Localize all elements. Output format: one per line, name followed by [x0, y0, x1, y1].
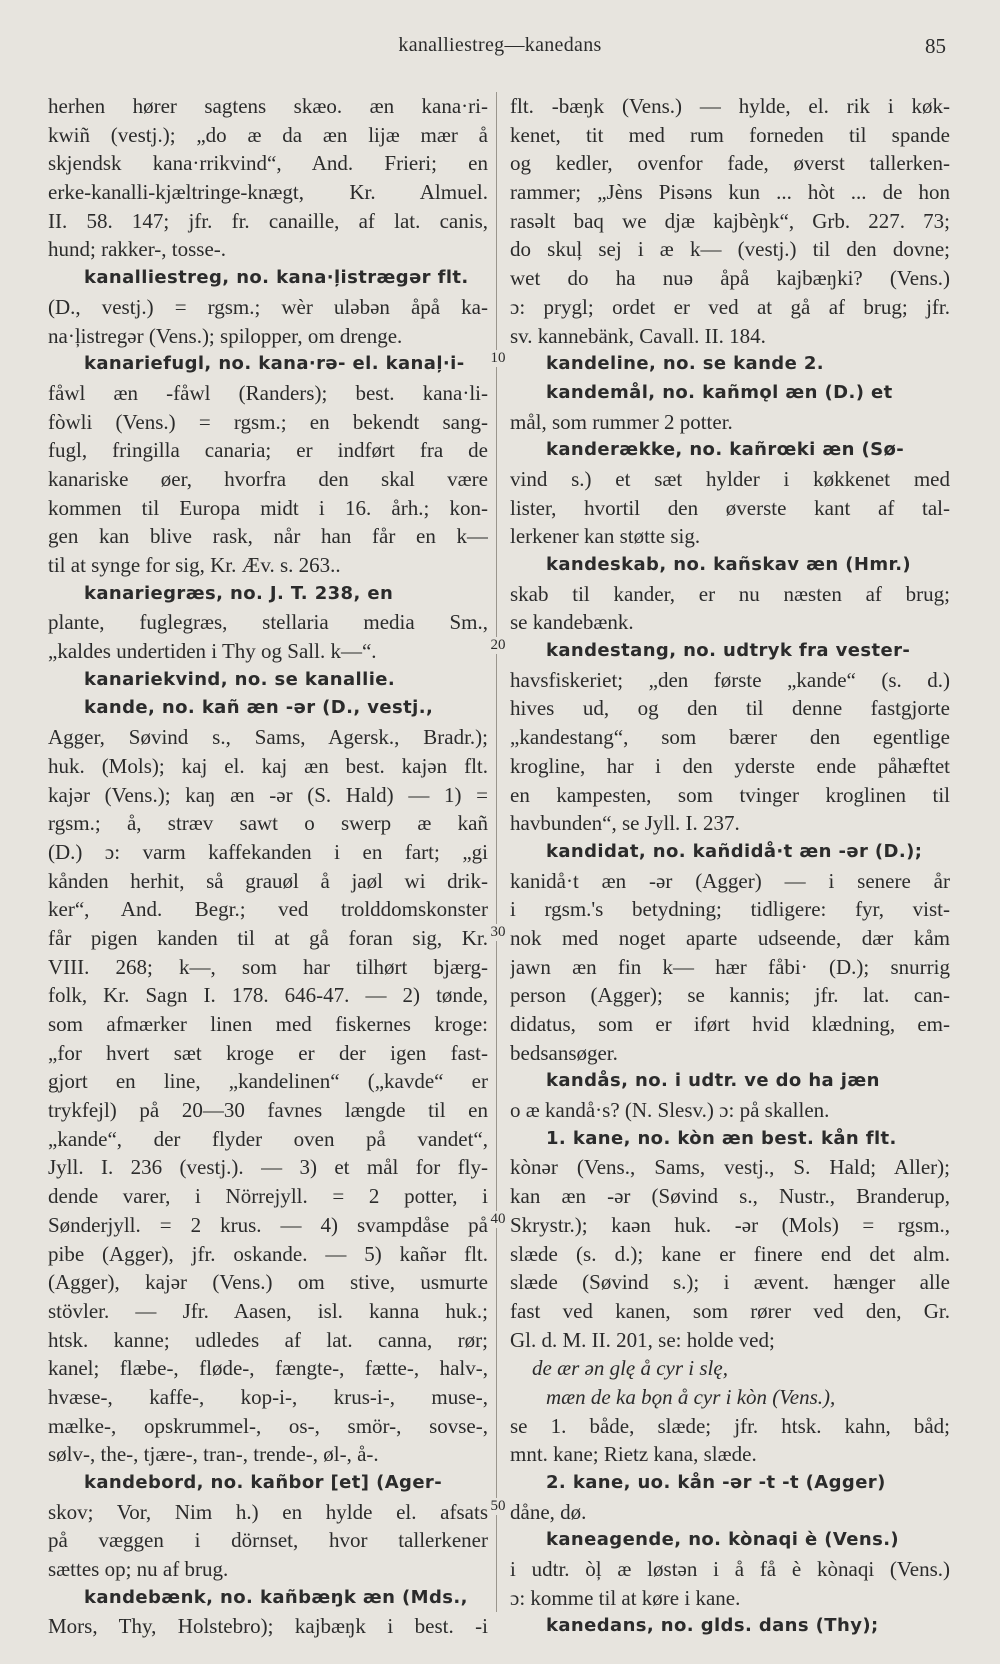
column-divider [496, 92, 497, 1612]
entry-headword-line: kanariegræs, no. J. T. 238, en [84, 582, 394, 604]
text-line: hund; rakker-, tosse-. [48, 237, 227, 262]
text-line: dåne, dø. [510, 1499, 587, 1524]
text-line: fòwli (Vens.) = rgsm.; en bekendt sang- [48, 409, 488, 434]
text-line: havsfiskeriet; „den første „kande“ (s. d.) [510, 667, 950, 692]
entry-headword-line: kandebord, no. kañbor [et] (Ager- [84, 1472, 443, 1493]
text-line: Gl. d. M. II. 201, se: holde ved; [510, 1327, 775, 1352]
text-line: skjendsk kana·rrikvind“, And. Frieri; en [48, 151, 488, 176]
text-line: htsk. kanne; udledes af lat. canna, rør; [48, 1327, 488, 1352]
text-line: kommen til Europa midt i 16. årh.; kon- [48, 495, 488, 520]
line-number: 20 [488, 637, 508, 654]
text-line: „kande“, der flyder oven på vandet“, [48, 1126, 488, 1151]
text-line: Skrystr.); kaən huk. -ər (Mols) = rgsm., [510, 1212, 950, 1237]
text-line: ker“, And. Begr.; ved trolddomskonster [48, 897, 488, 922]
text-line: erke-kanalli-kjæltringe-knægt, Kr. Almuel. [48, 180, 488, 205]
text-line: kajər (Vens.); kaŋ æn -ər (S. Hald) — 1) = [48, 782, 488, 807]
text-line: får pigen kanden til at gå foran sig, Kr. [48, 925, 488, 950]
text-line: do skuļ sej i æ k— (vestj.) til den dovne; [510, 237, 950, 262]
text-line: gen kan blive rask, når han får en k— [48, 524, 488, 549]
text-line: mnt. kane; Rietz kana, slæde. [510, 1442, 757, 1467]
line-number: 10 [488, 350, 508, 367]
text-line: Jyll. I. 236 (vestj.). — 3) et mål for fly- [48, 1155, 488, 1180]
text-line: trykfejl) på 20—30 favnes længde til en [48, 1098, 488, 1123]
entry-headword-line: kandebænk, no. kañbæŋk æn (Mds., [84, 1586, 468, 1608]
text-line: kwiñ (vestj.); „do æ da æn lijæ mær å [48, 122, 488, 147]
text-line: o æ kandå·s? (N. Slesv.) ɔ: på skallen. [510, 1098, 830, 1123]
running-head: kanalliestreg—kanedans [398, 34, 602, 56]
entry-headword-line: kandås, no. i udtr. ve do ha jæn [546, 1070, 880, 1092]
text-line: pibe (Agger), jfr. oskande. — 5) kañər flt. [48, 1241, 488, 1266]
text-line: „kandestang“, som bærer den egentlige [510, 725, 950, 750]
entry-headword-line: kanalliestreg, no. kana·ļistrægər flt. [84, 267, 469, 289]
entry-headword-line: kaneagende, no. kònaqi è (Vens.) [546, 1529, 900, 1551]
text-line: lister, hvortil den øverste kant af tal- [510, 495, 950, 520]
text-line: didatus, som er iført hvid klædning, em- [510, 1012, 950, 1036]
text-line: skov; Vor, Nim h.) en hylde el. afsats [48, 1499, 488, 1524]
text-line: „kaldes undertiden i Thy og Sall. k—“. [48, 639, 377, 664]
text-line: en kampesten, som tvinger kroglinen til [510, 782, 950, 807]
text-line: mål, som rummer 2 potter. [510, 409, 733, 434]
verse-line: mæn de ka bǫn å cyr i kòn (Vens.), [546, 1384, 836, 1409]
text-line: fugl, fringilla canaria; er indført fra de [48, 438, 488, 463]
text-line: vind s.) et sæt hylder i køkkenet med [510, 466, 950, 491]
line-number: 40 [488, 1211, 508, 1228]
page-number: 85 [925, 34, 946, 58]
text-line: som afmærker linen med fiskernes kroge: [48, 1012, 488, 1036]
text-line: kånden herhit, så grauøl å jaøl wi drik- [48, 868, 488, 893]
text-line: person (Agger); se kannis; jfr. lat. can- [510, 983, 950, 1008]
text-line: folk, Kr. Sagn I. 178. 646-47. — 2) tønde, [48, 983, 488, 1008]
entry-headword-line: kandestang, no. udtryk fra vester- [546, 640, 911, 662]
text-line: stövler. — Jfr. Aasen, isl. kanna huk.; [48, 1298, 488, 1323]
text-line: i udtr. òļ æ løstən i å få è kònaqi (Vens.) [510, 1557, 950, 1582]
text-line: bedsansøger. [510, 1040, 618, 1065]
text-line: rgsm.; å, stræv sawt o swerp æ kañ [48, 811, 488, 836]
text-line: kònər (Vens., Sams, vestj., S. Hald; Aller); [510, 1155, 950, 1180]
text-line: na·ļistregər (Vens.); spilopper, om drenge. [48, 323, 403, 348]
text-line: jawn æn fin k— hær fåbi· (D.); snurrig [510, 954, 950, 979]
entry-headword-line: kandeline, no. se kande 2. [546, 353, 825, 375]
text-line: hives ud, og den til denne fastgjorte [510, 696, 950, 721]
text-line: i rgsm.'s betydning; tidligere: fyr, vist- [510, 897, 950, 922]
text-line: sv. kannebänk, Cavall. II. 184. [510, 323, 766, 348]
text-line: og kedler, ovenfor fade, øverst tallerken- [510, 151, 950, 176]
text-line: plante, fuglegræs, stellaria media Sm., [48, 610, 488, 635]
text-line: lerkener kan støtte sig. [510, 524, 701, 549]
text-line: „for hvert sæt kroge er der igen fast- [48, 1040, 488, 1065]
entry-headword-line: kanariekvind, no. se kanallie. [84, 668, 396, 690]
text-line: Mors, Thy, Holstebro); kajbæŋk i best. -i [48, 1614, 488, 1639]
entry-headword-line: kandidat, no. kañdidå·t æn -ər (D.); [546, 840, 923, 862]
text-line: kanidå·t æn -ər (Agger) — i senere år [510, 868, 950, 893]
text-line: skab til kander, er nu næsten af brug; [510, 581, 950, 606]
text-line: fåwl æn -fåwl (Randers); best. kana·li- [48, 380, 488, 405]
text-line: kenet, tit med rum forneden til spande [510, 122, 950, 147]
text-line: slæde (Søvind s.); i ævent. hænger alle [510, 1270, 950, 1295]
text-line: se 1. både, slæde; jfr. htsk. kahn, båd; [510, 1413, 950, 1438]
line-number: 50 [488, 1498, 508, 1515]
text-line: rasəlt baq we djæ kajbèŋk“, Grb. 227. 73; [510, 208, 950, 233]
text-line: kan æn -ər (Søvind s., Nustr., Branderup, [510, 1184, 950, 1209]
text-line: (D.) ɔ: varm kaffekanden i en fart; „gi [48, 839, 488, 864]
verse-line: de ær ən glę å cyr i slę, [532, 1356, 728, 1381]
text-line: rammer; „Jèns Pisəns kun ... hòt ... de hon [510, 180, 950, 205]
text-line: ɔ: komme til at køre i kane. [510, 1585, 741, 1610]
text-line: slæde (s. d.); kane er finere end det alm. [510, 1241, 950, 1266]
text-line: hvæse-, kaffe-, kop-i-, krus-i-, muse-, [48, 1384, 488, 1409]
text-line: Sønderjyll. = 2 krus. — 4) svampdåse på [48, 1212, 488, 1237]
left-column [48, 92, 488, 1641]
text-line: kanariske øer, hvorfra den skal være [48, 466, 488, 491]
text-line: huk. (Mols); kaj el. kaj æn best. kajən flt. [48, 753, 488, 778]
right-column [510, 92, 950, 1641]
entry-headword-line: 1. kane, no. kòn æn best. kån flt. [546, 1127, 897, 1149]
text-line: nok med noget aparte udseende, dær kåm [510, 925, 950, 950]
text-line: krogline, har i den yderste ende påhæftet [510, 753, 950, 778]
text-line: flt. -bæŋk (Vens.) — hylde, el. rik i køk- [510, 94, 950, 118]
text-line: wet do ha nuə åpå kajbæŋki? (Vens.) [510, 266, 950, 291]
text-line: dende varer, i Nörrejyll. = 2 potter, i [48, 1184, 488, 1209]
text-line: (D., vestj.) = rgsm.; wèr uləbən åpå ka- [48, 294, 488, 319]
text-line: se kandebænk. [510, 610, 634, 635]
entry-headword-line: kandeskab, no. kañskav æn (Hmr.) [546, 554, 912, 575]
line-number: 30 [488, 924, 508, 941]
entry-headword-line: kanderække, no. kañrœki æn (Sø- [546, 439, 905, 461]
entry-headword-line: kandemål, no. kañmǫl æn (D.) et [546, 381, 893, 403]
text-line: VIII. 268; k—, som har tilhørt bjærg- [48, 954, 488, 979]
entry-headword-line: 2. kane, uo. kån -ər -t -t (Agger) [546, 1472, 886, 1493]
text-line: sættes op; nu af brug. [48, 1557, 229, 1582]
text-line: II. 58. 147; jfr. fr. canaille, af lat. canis, [48, 208, 488, 233]
text-line: (Agger), kajər (Vens.) om stive, usmurte [48, 1270, 488, 1295]
entry-headword-line: kande, no. kañ æn -ər (D., vestj., [84, 697, 434, 719]
entry-headword-line: kanedans, no. glds. dans (Thy); [546, 1615, 879, 1637]
text-line: ɔ: prygl; ordet er ved at gå af brug; jfr. [510, 294, 950, 319]
text-line: havbunden“, se Jyll. I. 237. [510, 811, 740, 836]
text-line: sølv-, the-, tjære-, tran-, trende-, øl-, å-. [48, 1442, 379, 1467]
text-line: herhen hører sagtens skæo. æn kana·ri- [48, 94, 488, 118]
text-line: fast ved kanen, som rører ved den, Gr. [510, 1298, 950, 1323]
text-line: mælke-, opskrummel-, os-, smör-, sovse-, [48, 1413, 488, 1438]
text-line: kanel; flæbe-, fløde-, fængte-, fætte-, halv-, [48, 1356, 488, 1381]
text-line: gjort en line, „kandelinen“ („kavde“ er [48, 1069, 488, 1094]
text-line: Agger, Søvind s., Sams, Agersk., Bradr.); [48, 725, 488, 750]
text-line: på væggen i dörnset, hvor tallerkener [48, 1528, 488, 1553]
entry-headword-line: kanariefugl, no. kana·rə- el. kanaļ·i- [84, 353, 465, 375]
text-line: til at synge for sig, Kr. Æv. s. 263.. [48, 553, 341, 577]
